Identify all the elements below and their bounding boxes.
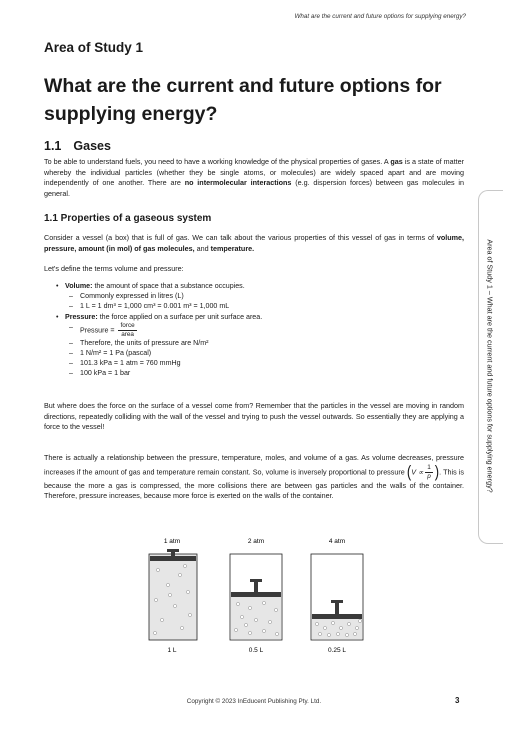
piston-plate (231, 592, 281, 597)
pressure-item: • Pressure: the force applied on a surface per unit surface area. (56, 312, 456, 322)
volume-item: • Volume: the amount of space that a substance occupies. (56, 281, 456, 291)
page-title: What are the current and future options for supplying energy? (44, 75, 442, 125)
define-line: Let's define the terms volume and pressure: (44, 264, 184, 273)
side-tab-label: Area of Study 1 – What are the current and future options for supplying energy? (485, 239, 495, 493)
force-paragraph: But where does the force on the surface of a vessel come from? Remember that the particles in the vessel are moving in random directions, repeatedly colliding with the wall of the vessel and trying to push the vessel outwards. So essentially they are applying a force to the vessel! (44, 401, 464, 432)
subsection-heading: 1.1 Properties of a gaseous system (44, 213, 212, 224)
volume-sub-item: – Commonly expressed in litres (L) (56, 291, 456, 301)
cylinder-2 (230, 554, 282, 640)
one-over-p-fraction: $\frac{1}{p}$ (427, 463, 431, 480)
pressure-label-2: 2 atm (247, 538, 265, 545)
section-number: 1.1 (44, 139, 62, 153)
pressure-sub-item: – 101.3 kPa = 1 atm = 760 mmHg (56, 358, 456, 368)
volume-label-3: 0.25 L (327, 647, 347, 654)
section-title: Gases (73, 139, 111, 153)
piston-rod (335, 600, 339, 614)
properties-paragraph: Consider a vessel (a box) that is full of gas. We can talk about the various properties of this vessel of gas in terms of volume, pressure, amount (in mol) of gas molecules, and temperature. (44, 233, 464, 253)
piston-rod (254, 579, 258, 593)
cylinder-1 (149, 549, 197, 640)
gas-region (149, 554, 197, 640)
page-number: 3 (455, 696, 460, 705)
intro-paragraph: To be able to understand fuels, you need to have a working knowledge of the physical properties of gases. A gas is a state of matter whereby the individual particles (whether they be single atoms, or molecules) are widely spaced apart and are moving independently of one another. There are no intermolecular interactions (e.g. dispersion forces) between gas molecules in general. (44, 157, 464, 198)
pressure-label-3: 4 atm (328, 538, 346, 545)
volume-label-2: 0.5 L (248, 647, 264, 654)
gas-region (312, 619, 362, 639)
relationship-paragraph: There is actually a relationship between the pressure, temperature, moles, and volume of a gas. As volume decreases, pressure increases if the amount of gas and temperature remain constant. So, volume is inversely proportional to pressure (V ∝ $\frac{1}{p}$ ). This is because the more a gas is compressed, the more collisions there are between gas particles and the walls of the container. Therefore, pressure increases, because more force is exerted on the walls of the container. (44, 453, 464, 501)
volume-sub-item: – 1 L = 1 dm³ = 1,000 cm³ = 0.001 m³ = 1,000 mL (56, 301, 456, 311)
piston-rod (171, 549, 175, 557)
pressure-label-1: 1 atm (163, 538, 181, 545)
pressure-sub-item: – Therefore, the units of pressure are N/m² (56, 338, 456, 348)
pressure-sub-item: – 100 kPa = 1 bar (56, 368, 456, 378)
cylinder-3 (311, 554, 363, 640)
running-head: What are the current and future options for supplying energy? (294, 13, 466, 20)
pressure-sub-item: – 1 N/m² = 1 Pa (pascal) (56, 348, 456, 358)
force-over-area-fraction: $\frac{\text{force}}{\text{area}}$ (120, 321, 135, 338)
area-of-study-label: Area of Study 1 (44, 40, 144, 55)
piston-plate (150, 556, 196, 561)
volume-label-1: 1 L (167, 647, 177, 654)
piston-plate (312, 614, 362, 619)
pressure-formula: – Pressure = $\frac{\text{force}}{\text{area}}$ (56, 322, 456, 338)
copyright-footer: Copyright © 2023 InEducent Publishing Pty. Ltd. (186, 698, 322, 705)
